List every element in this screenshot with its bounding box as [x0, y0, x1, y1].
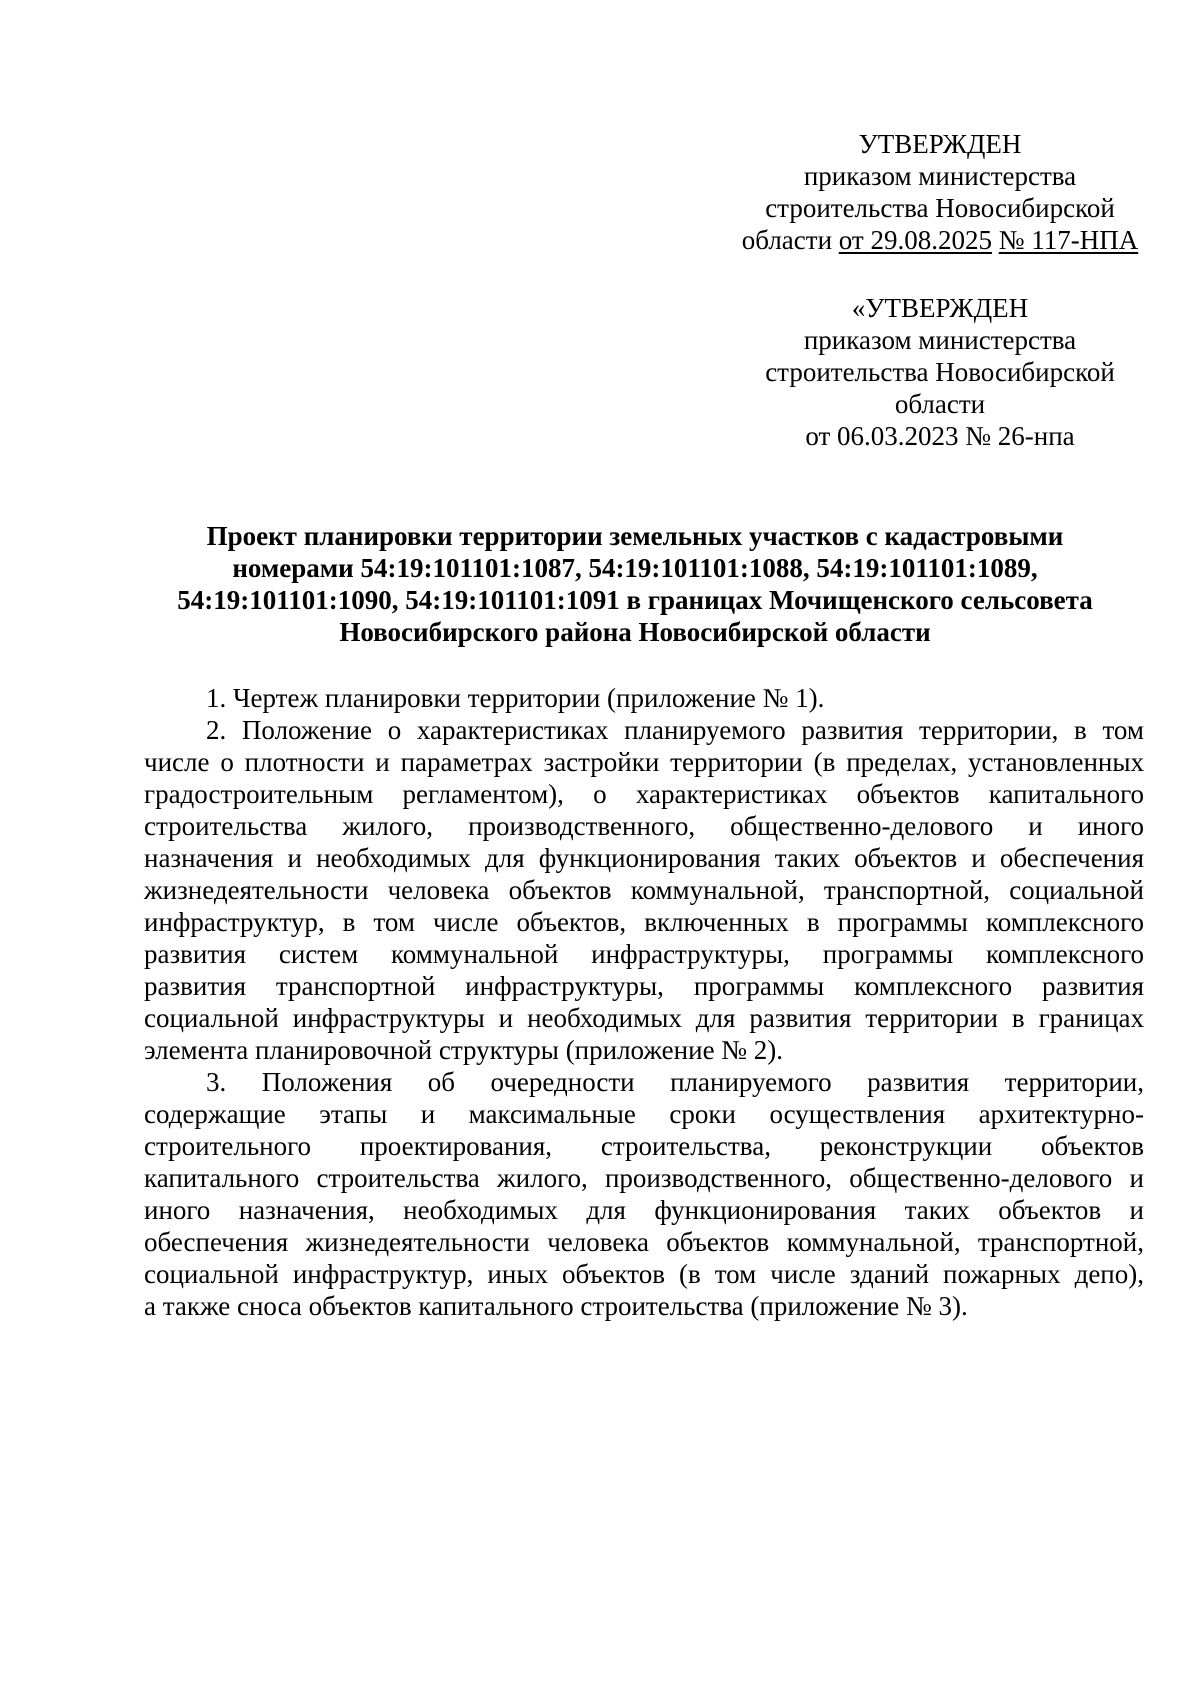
paragraph-line: инфраструктур, в том числе объектов, включенных в программы комплексного — [144, 907, 1144, 937]
paragraph-line: иного назначения, необходимых для функционирования таких объектов и — [144, 1195, 1144, 1225]
paragraph-line: капитального строительства жилого, производственного, общественно-делового и — [144, 1163, 1144, 1193]
approval-space — [992, 225, 999, 255]
paragraph-line: социальной инфраструктур, иных объектов (в том числе зданий пожарных депо), — [144, 1259, 1144, 1289]
approval-line: строительства Новосибирской — [765, 357, 1115, 387]
paragraph-line: жизнедеятельности человека объектов коммунальной, транспортной, социальной — [144, 875, 1144, 905]
paragraph-line: содержащие этапы и максимальные сроки осуществления архитектурно- — [144, 1099, 1144, 1129]
document-items — [144, 682, 1144, 1322]
approval-line: приказом министерства — [803, 161, 1077, 191]
paragraph-line: строительного проектирования, строительства, реконструкции объектов — [144, 1131, 1144, 1161]
list-item — [144, 1066, 1144, 1322]
paragraph-line: а также сноса объектов капитального строительства (приложение № 3). — [144, 1291, 968, 1321]
paragraph-line: развития транспортной инфраструктуры, программы комплексного развития — [144, 971, 1144, 1001]
approval-heading: УТВЕРЖДЕН — [858, 129, 1022, 159]
approval-heading: «УТВЕРЖДЕН — [851, 293, 1029, 323]
list-item — [144, 714, 1144, 1066]
paragraph-line: 2. Положение о характеристиках планируемого развития территории, в том — [206, 715, 1144, 745]
paragraph-line: назначения и необходимых для функционирования таких объектов и обеспечения — [144, 843, 1144, 873]
approval-line-prefix: области — [741, 225, 839, 255]
approval-date-line: от 06.03.2023 № 26-нпа — [805, 421, 1075, 451]
paragraph-line: элемента планировочной структуры (приложение № 2). — [144, 1035, 784, 1065]
paragraph-line: развития систем коммунальной инфраструктуры, программы комплексного — [144, 939, 1144, 969]
title-line: Новосибирского района Новосибирской области — [339, 617, 931, 647]
paragraph-line: градостроительным регламентом), о характеристиках объектов капитального — [144, 779, 1144, 809]
approval-stamp-current — [720, 128, 1160, 256]
paragraph-line: 1. Чертеж планировки территории (приложение № 1). — [206, 683, 825, 713]
document-title — [140, 520, 1130, 648]
approval-line: области — [894, 389, 986, 419]
paragraph-line: числе о плотности и параметрах застройки территории (в пределах, установленных — [144, 747, 1144, 777]
paragraph-line: социальной инфраструктуры и необходимых для развития территории в границах — [144, 1003, 1144, 1033]
approval-stamp-previous — [720, 292, 1160, 452]
list-item — [144, 682, 1144, 714]
paragraph-line: 3. Положения об очередности планируемого развития территории, — [206, 1067, 1144, 1097]
title-line: номерами 54:19:101101:1087, 54:19:101101:1088, 54:19:101101:1089, — [232, 553, 1038, 583]
approval-line: приказом министерства — [803, 325, 1077, 355]
title-line: 54:19:101101:1090, 54:19:101101:1091 в границах Мочищенского сельсовета — [177, 585, 1093, 615]
paragraph-line: обеспечения жизнедеятельности человека объектов коммунальной, транспортной, — [144, 1227, 1144, 1257]
title-line: Проект планировки территории земельных участков с кадастровыми — [206, 521, 1064, 551]
approval-line: строительства Новосибирской — [765, 193, 1115, 223]
approval-date-line — [720, 224, 1160, 256]
paragraph-line: строительства жилого, производственного, общественно-делового и иного — [144, 811, 1144, 841]
approval-number: № 117-НПА — [998, 225, 1139, 255]
approval-date: от 29.08.2025 — [838, 225, 992, 255]
